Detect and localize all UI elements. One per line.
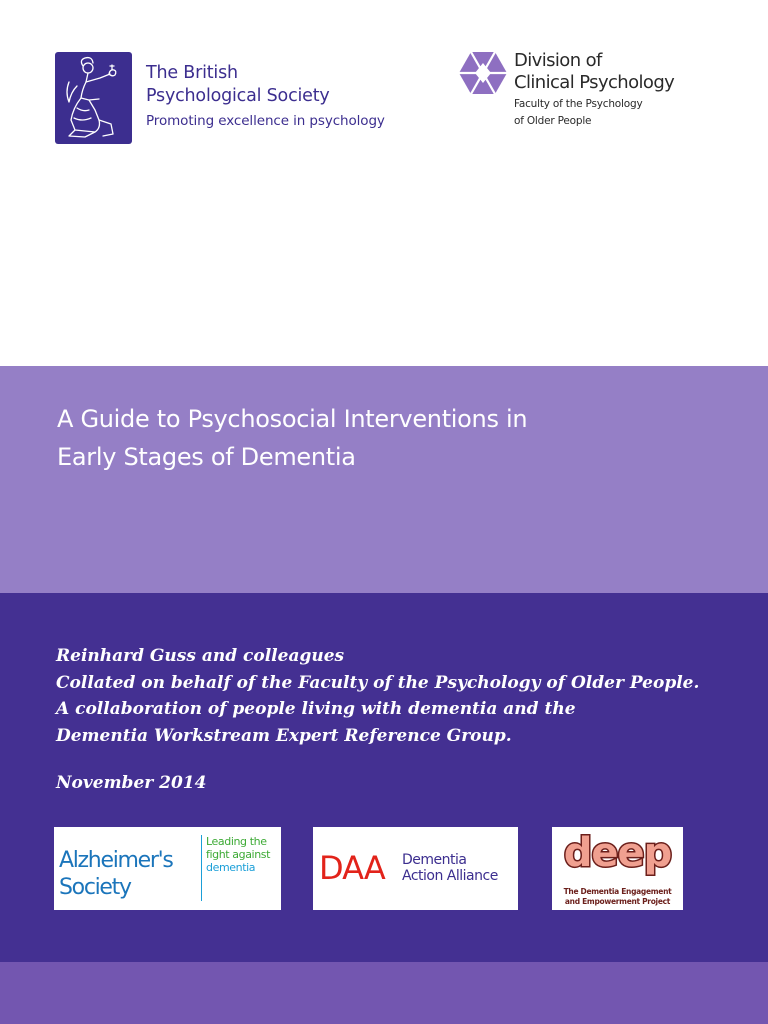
alz-divider	[201, 835, 202, 901]
alz-tag-line2: fight against	[206, 848, 271, 861]
credits-line: Collated on behalf of the Faculty of the Psychology of Older People.	[56, 672, 700, 693]
alzheimers-society-wordmark	[59, 847, 173, 901]
daa-wordmark	[402, 852, 498, 884]
bps-tagline: Promoting excellence in psychology	[146, 113, 385, 129]
title-line1: A Guide to Psychosocial Interventions in	[57, 405, 528, 433]
alz-tagline	[206, 835, 280, 874]
deep-logo	[552, 827, 683, 910]
bps-logo	[55, 52, 132, 144]
alz-tag-line1: Leading the	[206, 835, 267, 848]
bps-name-line1: The British	[146, 63, 238, 83]
dcp-title-line2: Clinical Psychology	[514, 72, 675, 93]
alz-name-line2: Society	[59, 875, 131, 900]
dementia-action-alliance-logo	[313, 827, 518, 910]
daa-name-line1: Dementia	[402, 852, 467, 868]
alzheimers-society-logo	[54, 827, 281, 910]
daa-mark: DAA	[319, 849, 385, 887]
document-title	[57, 400, 697, 476]
deep-subtitle	[556, 887, 679, 907]
credits-block	[56, 643, 746, 749]
dcp-subtitle-line2: of Older People	[514, 115, 592, 127]
dcp-hexagon-icon	[459, 52, 507, 94]
dcp-subtitle-line1: Faculty of the Psychology	[514, 98, 643, 110]
dcp-wordmark	[514, 50, 674, 128]
credits-line: A collaboration of people living with dementia and the	[56, 699, 576, 719]
alz-name-line1: Alzheimer's	[59, 848, 173, 873]
daa-name-line2: Action Alliance	[402, 868, 498, 884]
credits-line: Reinhard Guss and colleagues	[56, 646, 345, 666]
publication-date: November 2014	[56, 773, 207, 793]
credits-line: Dementia Workstream Expert Reference Group.	[56, 725, 512, 746]
deep-wordmark: deep	[563, 830, 672, 876]
bottom-strip	[0, 962, 768, 1024]
deep-sub-line1: The Dementia Engagement	[563, 887, 672, 896]
dcp-title-line1: Division of	[514, 50, 602, 71]
bps-wordmark	[146, 62, 385, 129]
bps-figure-icon	[55, 52, 132, 144]
deep-sub-line2: and Empowerment Project	[564, 897, 671, 906]
alz-tag-line3: dementia	[206, 861, 256, 874]
title-line2: Early Stages of Dementia	[57, 443, 356, 471]
bps-name-line2: Psychological Society	[146, 86, 330, 106]
